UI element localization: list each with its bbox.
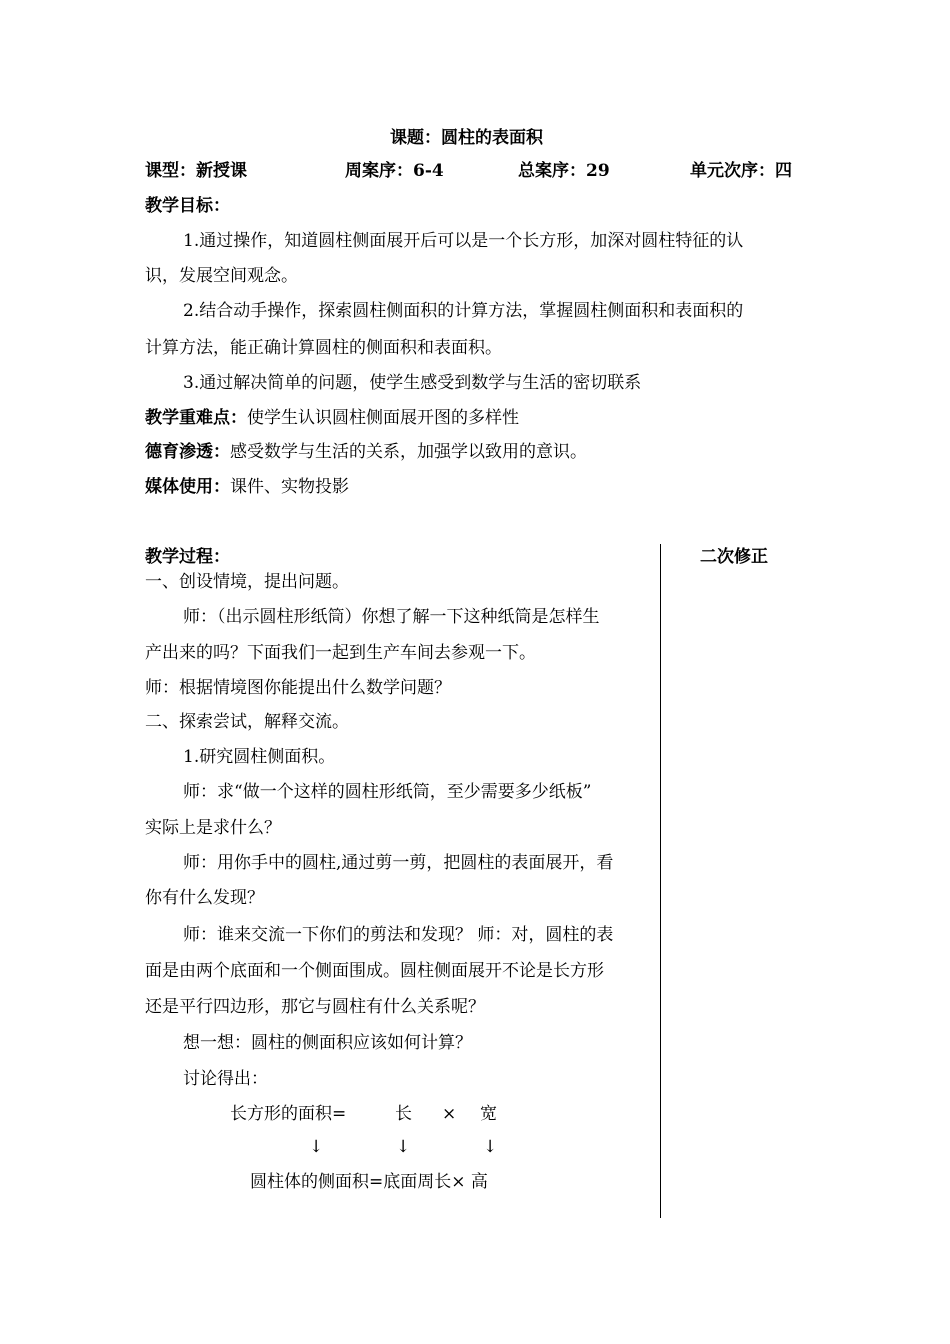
process-line: 师：求“做一个这样的圆柱形纸筒，至少需要多少纸板” — [183, 782, 592, 802]
lesson-title: 课题：圆柱的表面积 — [390, 128, 543, 148]
week-sequence: 周案序：6-4 — [345, 161, 444, 181]
objective-3: 3.通过解决简单的问题，使学生感受到数学与生活的密切联系 — [183, 373, 642, 393]
process-line: 师：谁来交流一下你们的剪法和发现？ 师：对，圆柱的表 — [183, 925, 614, 945]
down-arrow-icon: ↓ — [309, 1137, 324, 1157]
process-line: 你有什么发现？ — [145, 888, 264, 908]
process-line: 还是平行四边形，那它与圆柱有什么关系呢？ — [145, 997, 485, 1017]
objective-2-line-2: 计算方法，能正确计算圆柱的侧面积和表面积。 — [145, 338, 502, 358]
process-line: 面是由两个底面和一个侧面围成。圆柱侧面展开不论是长方形 — [145, 961, 604, 981]
process-line: 实际上是求什么？ — [145, 818, 281, 838]
column-divider — [660, 544, 661, 1218]
down-arrow-icon: ↓ — [396, 1137, 411, 1157]
process-heading: 教学过程： — [145, 547, 230, 567]
formula-width: 宽 — [480, 1104, 497, 1124]
process-line: 想一想：圆柱的侧面积应该如何计算？ — [183, 1033, 472, 1053]
moral-education — [145, 444, 587, 461]
down-arrow-icon: ↓ — [483, 1137, 498, 1157]
revision-heading: 二次修正 — [700, 547, 768, 567]
formula-result: 圆柱体的侧面积=底面周长× 高 — [250, 1172, 488, 1192]
objective-1-line-2: 识，发展空间观念。 — [145, 266, 298, 286]
process-line: 一、创设情境，提出问题。 — [145, 572, 349, 592]
unit-sequence: 单元次序：四 — [690, 161, 792, 181]
key-points-label: 教学重难点： — [145, 408, 247, 428]
process-line: 讨论得出： — [183, 1069, 268, 1089]
objectives-heading: 教学目标： — [145, 196, 230, 216]
media-usage-text: 课件、实物投影 — [230, 477, 349, 497]
process-line: 师：（出示圆柱形纸筒）你想了解一下这种纸筒是怎样生 — [183, 607, 600, 627]
total-sequence: 总案序：29 — [518, 161, 610, 181]
process-line: 产出来的吗？下面我们一起到生产车间去参观一下。 — [145, 643, 536, 663]
formula-length: 长 — [395, 1104, 412, 1124]
objective-2-line-1: 2.结合动手操作，探索圆柱侧面积的计算方法，掌握圆柱侧面积和表面积的 — [183, 301, 744, 321]
key-points-text: 使学生认识圆柱侧面展开图的多样性 — [247, 408, 519, 428]
formula-times: × — [442, 1104, 457, 1124]
objective-1-line-1: 1.通过操作，知道圆柱侧面展开后可以是一个长方形，加深对圆柱特征的认 — [183, 231, 744, 251]
moral-education-text: 感受数学与生活的关系，加强学以致用的意识。 — [230, 442, 587, 462]
key-points — [145, 410, 519, 427]
process-line: 师：用你手中的圆柱,通过剪一剪，把圆柱的表面展开，看 — [183, 853, 614, 873]
formula-rect-area: 长方形的面积= — [230, 1104, 347, 1124]
media-usage — [145, 479, 349, 496]
media-usage-label: 媒体使用： — [145, 477, 230, 497]
lesson-type: 课型：新授课 — [145, 161, 247, 181]
process-line: 师：根据情境图你能提出什么数学问题？ — [145, 678, 451, 698]
process-line: 1.研究圆柱侧面积。 — [183, 747, 336, 767]
process-line: 二、探索尝试，解释交流。 — [145, 712, 349, 732]
moral-education-label: 德育渗透： — [145, 442, 230, 462]
